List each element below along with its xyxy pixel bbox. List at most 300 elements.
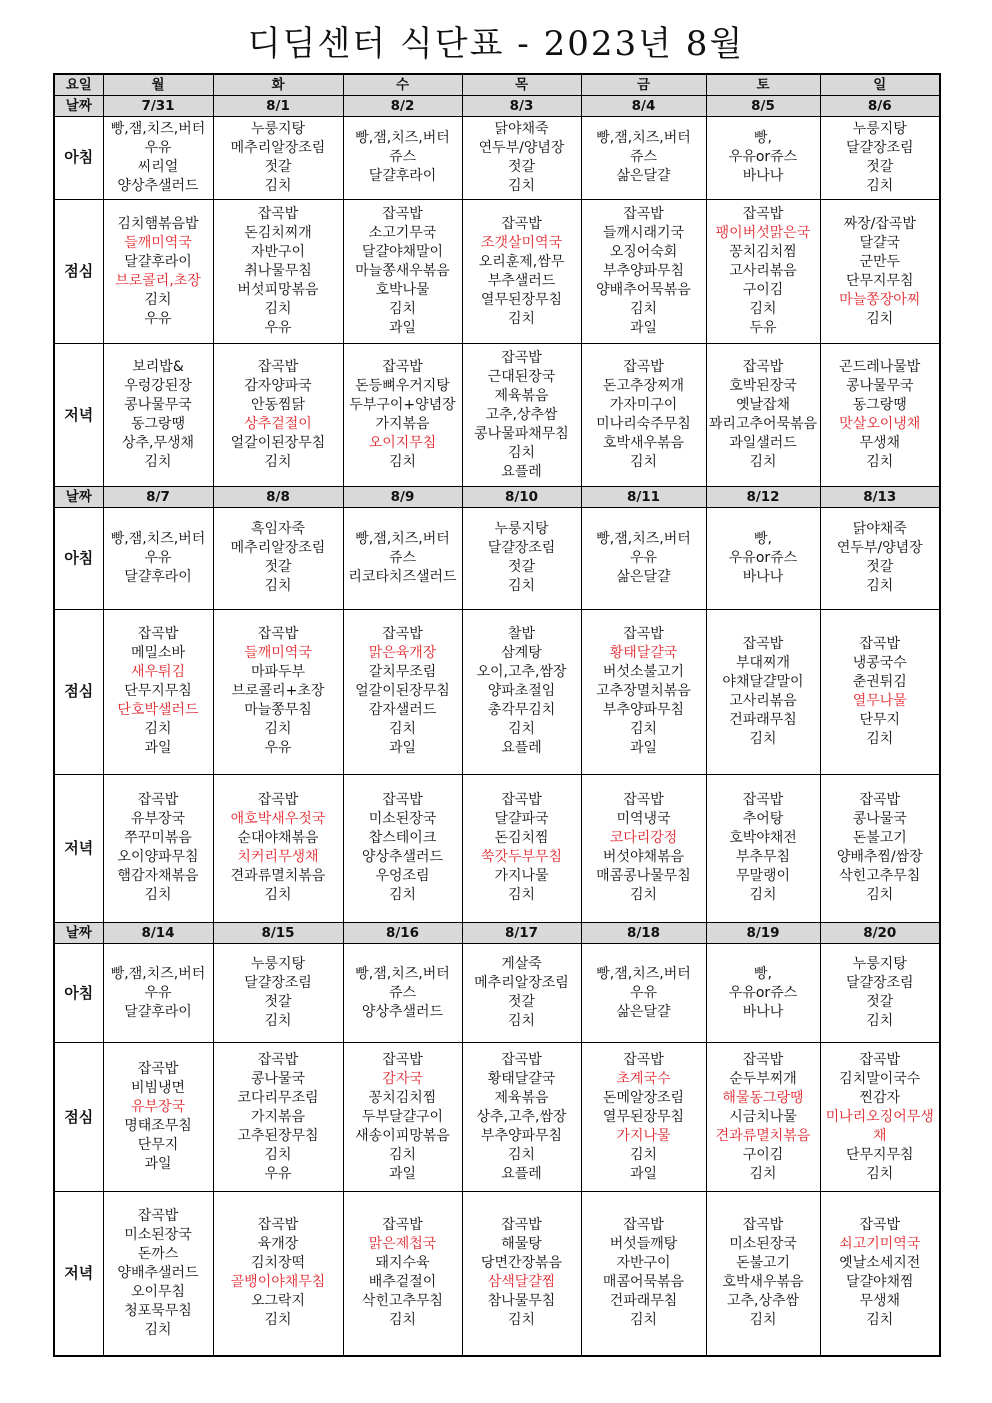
menu-item: 호박나물 — [375, 282, 430, 299]
menu-cell — [581, 1191, 706, 1356]
menu-item: 김치 — [749, 301, 777, 318]
dinner-label: 저녁 — [54, 1191, 103, 1356]
menu-item: 호박새우볶음 — [602, 435, 685, 452]
menu-item: 단무지무침 — [845, 1146, 914, 1163]
menu-item: 잡곡밥 — [623, 1051, 664, 1068]
menu-item: 무생채 — [859, 435, 901, 452]
menu-item: 우유 — [629, 984, 658, 1001]
menu-item: 오이,고추,쌈장 — [476, 664, 567, 681]
menu-item: 김치 — [144, 454, 172, 471]
menu-item: 잡곡밥 — [137, 1061, 179, 1078]
menu-item: 잡곡밥 — [501, 1051, 542, 1068]
menu-item: 김치 — [507, 1312, 536, 1329]
menu-item: 돈고추장찌개 — [602, 378, 685, 395]
menu-item: 우유 — [144, 984, 172, 1001]
menu-item: 단호박샐러드 — [117, 702, 199, 719]
menu-cell — [581, 507, 706, 609]
menu-item: 견과류멸치볶음 — [230, 868, 326, 885]
breakfast-row — [54, 507, 940, 609]
menu-item: 젓갈 — [507, 994, 536, 1011]
date-cell: 8/4 — [581, 95, 706, 116]
menu-item: 가자미구이 — [609, 397, 678, 414]
menu-item: 김치 — [866, 454, 894, 471]
menu-item: 미나리오징어무생 — [825, 1108, 934, 1125]
menu-item: 돈불고기 — [735, 1255, 791, 1272]
menu-cell — [213, 507, 343, 609]
menu-item: 닭야채죽 — [852, 521, 907, 538]
date-cell: 8/8 — [213, 486, 343, 507]
menu-item: 젓갈 — [507, 559, 536, 576]
menu-item: 과일 — [388, 740, 417, 757]
menu-item: 빵,잼,치즈,버터 — [596, 130, 691, 147]
menu-cell — [706, 610, 820, 775]
menu-table — [53, 73, 941, 1357]
menu-item: 잡곡밥 — [623, 359, 664, 376]
menu-item: 부추샐러드 — [487, 272, 556, 289]
menu-item: 바나나 — [742, 1003, 784, 1020]
date-cell: 8/19 — [706, 923, 820, 944]
menu-item: 당면간장볶음 — [480, 1255, 563, 1272]
menu-item: 김치 — [264, 578, 292, 595]
menu-item: 달걀후라이 — [124, 1003, 192, 1020]
menu-item: 단무지무침 — [124, 683, 192, 700]
menu-item: 김치 — [749, 454, 777, 471]
menu-item: 달걀장조림 — [845, 139, 914, 156]
menu-item: 건파래무침 — [609, 1293, 678, 1310]
menu-item: 과일 — [144, 740, 172, 757]
menu-item: 빵,잼,치즈,버터 — [596, 530, 691, 547]
menu-item: 잡곡밥 — [859, 1217, 901, 1234]
menu-item: 소고기무국 — [368, 225, 437, 242]
menu-cell — [103, 199, 213, 343]
menu-item: 김치 — [866, 887, 894, 904]
menu-cell — [343, 507, 462, 609]
menu-item: 빵,잼,치즈,버터 — [355, 130, 450, 147]
menu-cell — [706, 116, 820, 199]
menu-cell — [581, 774, 706, 922]
menu-item: 매콤콩나물무침 — [596, 868, 691, 885]
menu-item: 잡곡밥 — [257, 1217, 299, 1234]
date-header-row — [54, 486, 940, 507]
menu-item: 구이김 — [742, 282, 784, 299]
menu-cell — [343, 610, 462, 775]
day-header-cell: 수 — [343, 74, 462, 95]
menu-item: 브로콜리,초장 — [115, 272, 201, 289]
menu-item: 명태조무침 — [124, 1118, 192, 1135]
menu-item: 삼색달걀찜 — [487, 1274, 556, 1291]
menu-item: 고추,상추쌈 — [726, 1293, 800, 1310]
menu-cell — [820, 344, 940, 486]
menu-item: 고사리볶음 — [729, 263, 797, 280]
menu-item: 양파초절임 — [487, 683, 556, 700]
menu-item: 상추,고추,쌈장 — [476, 1108, 567, 1125]
menu-item: 돈김치찜 — [494, 830, 549, 847]
menu-item: 우유or쥬스 — [728, 984, 798, 1001]
menu-item: 고사리볶음 — [729, 692, 797, 709]
menu-item: 삶은달걀 — [616, 568, 671, 585]
menu-item: 해물동그랑땡 — [722, 1089, 804, 1106]
menu-item: 김치 — [388, 1312, 417, 1329]
menu-item: 잡곡밥 — [859, 1051, 901, 1068]
menu-cell — [706, 507, 820, 609]
menu-item: 꽁치김치찜 — [368, 1089, 437, 1106]
menu-item: 양상추샐러드 — [361, 849, 444, 866]
menu-item: 얼갈이된장무침 — [230, 435, 326, 452]
menu-item: 무말랭이 — [735, 868, 791, 885]
menu-item: 춘권튀김 — [852, 673, 907, 690]
menu-item: 삭힌고추무침 — [361, 1293, 444, 1310]
menu-item: 총각무김치 — [487, 702, 556, 719]
menu-item: 달걀장조림 — [845, 975, 914, 992]
date-cell: 7/31 — [103, 95, 213, 116]
menu-item: 빵,잼,치즈,버터 — [355, 965, 450, 982]
menu-cell — [343, 199, 462, 343]
dinner-row — [54, 1191, 940, 1356]
menu-item: 호박야채전 — [729, 830, 797, 847]
menu-item: 자반구이 — [616, 1255, 671, 1272]
menu-item: 빵, — [754, 530, 772, 547]
menu-item: 달걀야채말이 — [361, 244, 444, 261]
menu-item: 김치 — [264, 721, 292, 738]
menu-item: 김치 — [629, 301, 658, 318]
menu-item: 상추겉절이 — [244, 416, 312, 433]
menu-item: 흑임자죽 — [250, 521, 306, 538]
menu-item: 상추,무생채 — [121, 435, 195, 452]
menu-item: 과일 — [388, 320, 417, 337]
menu-cell — [103, 507, 213, 609]
menu-item: 젓갈 — [507, 158, 536, 175]
menu-item: 미역냉국 — [616, 811, 671, 828]
date-cell: 8/17 — [462, 923, 581, 944]
menu-item: 양상추샐러드 — [117, 177, 199, 194]
menu-item: 달걀장조림 — [244, 975, 312, 992]
menu-item: 우엉조림 — [375, 868, 430, 885]
menu-item: 오리훈제,쌈무 — [478, 253, 565, 270]
menu-item: 김치말이국수 — [839, 1070, 921, 1087]
menu-item: 김치 — [866, 730, 894, 747]
lunch-row — [54, 1043, 940, 1191]
date-cell: 8/20 — [820, 923, 940, 944]
menu-item: 쇠고기미역국 — [839, 1236, 921, 1253]
menu-cell — [213, 944, 343, 1043]
date-header-row — [54, 923, 940, 944]
menu-item: 무생채 — [859, 1293, 901, 1310]
menu-item: 부추양파무침 — [480, 1127, 563, 1144]
menu-item: 청포묵무침 — [124, 1302, 192, 1319]
menu-item: 누룽지탕 — [494, 521, 549, 538]
menu-cell — [581, 944, 706, 1043]
menu-item: 김치 — [629, 1146, 658, 1163]
lunch-label: 점심 — [54, 199, 103, 343]
menu-cell — [820, 1191, 940, 1356]
menu-item: 꽁치김치찜 — [729, 244, 797, 261]
menu-item: 빵, — [754, 965, 772, 982]
menu-item: 오이양파무침 — [117, 849, 199, 866]
menu-cell — [213, 199, 343, 343]
menu-item: 취나물무침 — [244, 263, 312, 280]
menu-item: 잡곡밥 — [501, 215, 542, 232]
menu-item: 잡곡밥 — [859, 792, 901, 809]
menu-item: 곤드레나물밥 — [839, 359, 921, 376]
menu-item: 빵,잼,치즈,버터 — [110, 530, 206, 547]
menu-item: 김치 — [144, 291, 172, 308]
menu-cell — [343, 1043, 462, 1191]
dinner-row — [54, 774, 940, 922]
menu-item: 고추장멸치볶음 — [596, 683, 691, 700]
menu-item: 누룽지탕 — [852, 120, 907, 137]
menu-item: 구이김 — [742, 1146, 784, 1163]
menu-item: 코다리무조림 — [237, 1089, 319, 1106]
menu-item: 요플레 — [501, 740, 542, 757]
menu-item: 잡곡밥 — [501, 349, 542, 366]
menu-item: 햄감자채볶음 — [117, 868, 199, 885]
menu-item: 김치 — [749, 730, 777, 747]
page-title: 디딤센터 식단표 - 2023년 8월 — [247, 24, 745, 64]
menu-item: 누룽지탕 — [250, 956, 306, 973]
menu-item: 치커리무생채 — [237, 849, 319, 866]
date-cell: 8/6 — [820, 95, 940, 116]
dinner-label: 저녁 — [54, 344, 103, 486]
menu-cell — [462, 507, 581, 609]
menu-item: 달걀국 — [859, 234, 901, 251]
date-label: 날짜 — [54, 95, 103, 116]
menu-item: 김치 — [264, 1312, 292, 1329]
menu-cell — [820, 507, 940, 609]
date-cell: 8/2 — [343, 95, 462, 116]
menu-item: 씨리얼 — [137, 158, 179, 175]
menu-item: 우유or쥬스 — [728, 549, 798, 566]
menu-cell — [581, 344, 706, 486]
menu-item: 요플레 — [501, 463, 542, 480]
menu-item: 보리밥& — [132, 359, 184, 376]
menu-item: 잡곡밥 — [137, 626, 179, 643]
menu-item: 빵,잼,치즈,버터 — [110, 120, 206, 137]
menu-cell — [820, 774, 940, 922]
menu-item: 해물탕 — [501, 1236, 542, 1253]
date-cell: 8/15 — [213, 923, 343, 944]
date-cell: 8/10 — [462, 486, 581, 507]
menu-item: 누룽지탕 — [852, 956, 907, 973]
menu-item: 마늘쫑무침 — [244, 702, 312, 719]
menu-item: 젓갈 — [866, 559, 894, 576]
menu-item: 잡곡밥 — [742, 1217, 784, 1234]
menu-cell — [343, 1191, 462, 1356]
menu-item: 누룽지탕 — [250, 120, 306, 137]
menu-cell — [462, 116, 581, 199]
menu-item: 김치 — [144, 887, 172, 904]
breakfast-row — [54, 944, 940, 1043]
menu-cell — [213, 1191, 343, 1356]
date-cell: 8/3 — [462, 95, 581, 116]
menu-cell — [462, 944, 581, 1043]
menu-item: 김치 — [507, 444, 536, 461]
menu-cell — [103, 610, 213, 775]
menu-item: 감자샐러드 — [368, 702, 437, 719]
day-header-row — [54, 74, 940, 95]
date-cell: 8/11 — [581, 486, 706, 507]
menu-item: 참나물무침 — [487, 1293, 556, 1310]
menu-item: 고추,상추쌈 — [485, 406, 558, 423]
menu-item: 오징어숙회 — [609, 244, 678, 261]
menu-item: 젓갈 — [264, 994, 292, 1011]
menu-item: 마늘쫑새우볶음 — [355, 263, 450, 280]
menu-item: 잡곡밥 — [137, 1207, 179, 1224]
menu-item: 짜장/잡곡밥 — [843, 215, 916, 232]
menu-item: 가지볶음 — [250, 1108, 306, 1125]
menu-item: 브로콜리+초장 — [231, 683, 325, 700]
menu-item: 돈까스 — [137, 1245, 179, 1262]
menu-item: 열무나물 — [852, 692, 907, 709]
menu-cell — [462, 199, 581, 343]
menu-item: 빵,잼,치즈,버터 — [110, 965, 206, 982]
menu-cell — [213, 344, 343, 486]
menu-item: 단무지 — [859, 711, 901, 728]
menu-item: 황태달걀국 — [487, 1070, 556, 1087]
menu-cell — [462, 1043, 581, 1191]
menu-item: 달걀야채찜 — [845, 1274, 914, 1291]
menu-item: 근대된장국 — [487, 368, 556, 385]
menu-item: 마파두부 — [250, 664, 306, 681]
menu-item: 잡곡밥 — [382, 792, 423, 809]
date-label: 날짜 — [54, 486, 103, 507]
menu-item: 돈메알장조림 — [602, 1089, 685, 1106]
menu-cell — [343, 344, 462, 486]
menu-cell — [343, 944, 462, 1043]
day-header-cell: 일 — [820, 74, 940, 95]
menu-item: 잡곡밥 — [257, 1051, 299, 1068]
menu-item: 잡곡밥 — [742, 1051, 784, 1068]
menu-item: 잡곡밥 — [137, 792, 179, 809]
menu-item: 버섯들깨탕 — [609, 1236, 678, 1253]
menu-item: 돈불고기 — [852, 830, 907, 847]
menu-item: 단무지 — [137, 1137, 179, 1154]
menu-item: 잡곡밥 — [623, 626, 664, 643]
breakfast-row — [54, 116, 940, 199]
menu-item: 찐감자 — [859, 1089, 901, 1106]
menu-item: 메밀소바 — [130, 645, 186, 662]
menu-cell — [103, 774, 213, 922]
menu-item: 버섯피망볶음 — [237, 282, 319, 299]
menu-cell — [103, 1043, 213, 1191]
lunch-row — [54, 199, 940, 343]
menu-item: 과일 — [629, 740, 658, 757]
menu-item: 김치 — [507, 177, 536, 194]
day-header-cell: 목 — [462, 74, 581, 95]
menu-item: 과일 — [388, 1165, 417, 1182]
menu-item: 얼갈이된장무침 — [355, 683, 450, 700]
menu-item: 콩나물파채무침 — [474, 425, 569, 442]
menu-item: 옛날잡채 — [735, 397, 791, 414]
menu-item: 잡곡밥 — [257, 359, 299, 376]
menu-item: 콩나물무국 — [845, 378, 914, 395]
menu-item: 잡곡밥 — [382, 206, 423, 223]
lunch-label: 점심 — [54, 610, 103, 775]
breakfast-label: 아침 — [54, 507, 103, 609]
menu-item: 쥬스 — [388, 149, 417, 166]
menu-item: 동그랑땡 — [852, 397, 907, 414]
menu-cell — [706, 1191, 820, 1356]
menu-item: 김치 — [507, 1146, 536, 1163]
menu-item: 부추양파무침 — [602, 263, 685, 280]
breakfast-label: 아침 — [54, 116, 103, 199]
menu-item: 순대야채볶음 — [237, 830, 319, 847]
menu-item: 마늘쫑장아찌 — [839, 291, 921, 308]
menu-item: 채 — [872, 1127, 887, 1144]
menu-item: 쥬스 — [629, 149, 658, 166]
menu-cell — [820, 1043, 940, 1191]
menu-item: 우유 — [144, 549, 172, 566]
menu-item: 김치 — [866, 1165, 894, 1182]
menu-item: 맑은육개장 — [368, 645, 437, 662]
menu-item: 맑은제첩국 — [368, 1236, 437, 1253]
menu-item: 잡곡밥 — [257, 206, 299, 223]
menu-item: 버섯소불고기 — [602, 664, 685, 681]
menu-item: 우유 — [144, 310, 172, 327]
menu-item: 김치 — [264, 1146, 292, 1163]
menu-cell — [343, 116, 462, 199]
menu-item: 견과류멸치볶음 — [715, 1127, 811, 1144]
menu-item: 김치장떡 — [250, 1255, 306, 1272]
menu-cell — [462, 610, 581, 775]
menu-item: 김치 — [507, 310, 536, 327]
menu-item: 삭힌고추무침 — [839, 868, 921, 885]
menu-item: 제육볶음 — [494, 1089, 549, 1106]
menu-item: 잡곡밥 — [501, 792, 542, 809]
menu-item: 부추무침 — [735, 849, 791, 866]
menu-item: 콩나물국 — [852, 811, 907, 828]
menu-item: 김치 — [144, 1321, 172, 1338]
menu-item: 연두부/양념장 — [836, 540, 923, 557]
menu-cell — [462, 1191, 581, 1356]
menu-item: 찹스테이크 — [368, 830, 437, 847]
menu-item: 꽈리고추어묵볶음 — [708, 416, 818, 433]
menu-item: 빵,잼,치즈,버터 — [596, 965, 691, 982]
menu-item: 시금치나물 — [729, 1108, 797, 1125]
menu-item: 배추겉절이 — [368, 1274, 437, 1291]
menu-item: 팽이버섯맑은국 — [715, 225, 811, 242]
menu-item: 잡곡밥 — [623, 1217, 664, 1234]
date-cell: 8/13 — [820, 486, 940, 507]
menu-item: 유부장국 — [130, 1099, 186, 1116]
date-cell: 8/5 — [706, 95, 820, 116]
menu-item: 부추양파무침 — [602, 702, 685, 719]
menu-item: 김치 — [507, 887, 536, 904]
menu-item: 잡곡밥 — [382, 1051, 423, 1068]
menu-item: 오이지무침 — [368, 435, 437, 452]
menu-item: 야채달걀말이 — [722, 673, 804, 690]
menu-item: 양배추찜/쌈장 — [836, 849, 923, 866]
menu-item: 열무된장무침 — [602, 1108, 685, 1125]
menu-item: 들깨미역국 — [244, 645, 312, 662]
menu-item: 냉콩국수 — [852, 654, 907, 671]
menu-item: 열무된장무침 — [480, 291, 563, 308]
menu-item: 젓갈 — [866, 994, 894, 1011]
menu-item: 들깨미역국 — [124, 234, 192, 251]
menu-item: 달걀장조림 — [487, 540, 556, 557]
menu-item: 들깨시래기국 — [602, 225, 685, 242]
menu-item: 코다리강정 — [609, 830, 678, 847]
day-header-cell: 월 — [103, 74, 213, 95]
menu-item: 애호박새우젓국 — [230, 811, 326, 828]
menu-item: 잡곡밥 — [382, 626, 423, 643]
menu-item: 두부구이+양념장 — [349, 397, 456, 414]
menu-item: 김치 — [866, 578, 894, 595]
menu-item: 우렁강된장 — [124, 378, 192, 395]
menu-item: 잡곡밥 — [257, 792, 299, 809]
menu-item: 골뱅이야채무침 — [230, 1274, 326, 1291]
menu-item: 우유 — [629, 549, 658, 566]
dinner-row — [54, 344, 940, 486]
